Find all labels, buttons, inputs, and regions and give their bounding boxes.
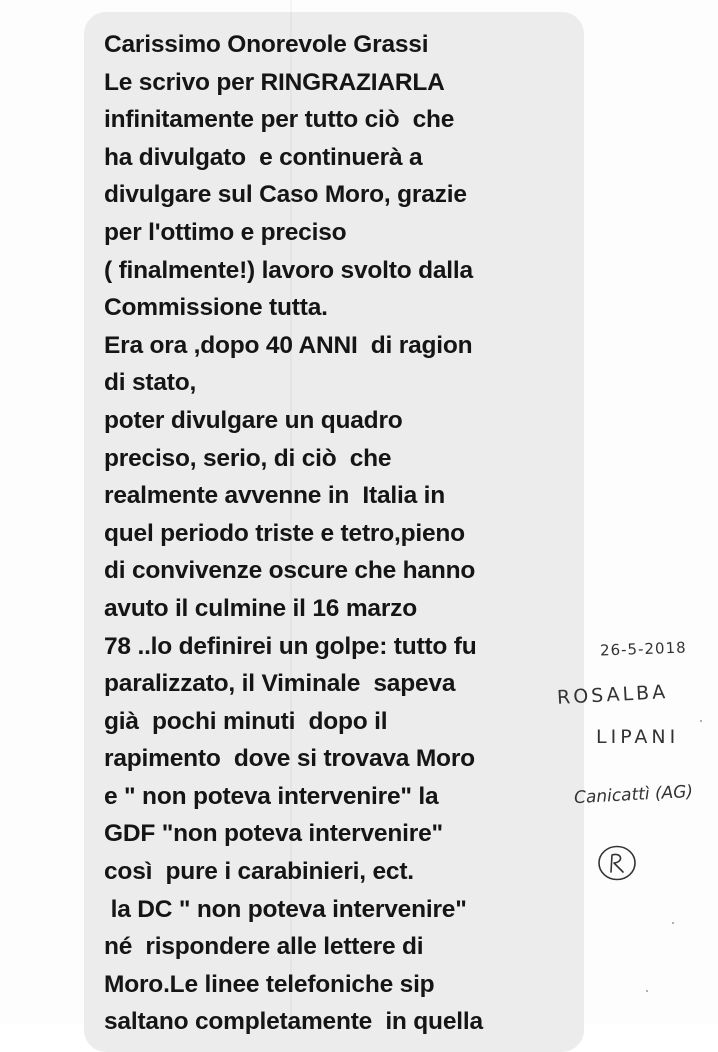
letter-line: GDF "non poteva intervenire" [104, 820, 443, 848]
letter-text [104, 26, 574, 1041]
letter-line: Le scrivo per RINGRAZIARLA [104, 68, 445, 96]
letter-line: realmente avvenne in Italia in [104, 482, 446, 510]
letter-line: e " non poteva intervenire" la [104, 782, 439, 810]
letter-line: già pochi minuti dopo il [104, 707, 388, 735]
scan-speck [672, 922, 674, 924]
letter-line: quel periodo triste e tetro,pieno [104, 519, 465, 547]
letter-line: ha divulgato e continuerà a [104, 143, 423, 171]
letter-line: infinitamente per tutto ciò che [104, 106, 455, 134]
letter-line: Carissimo Onorevole Grassi [104, 31, 429, 58]
letter-line: 78 ..lo definirei un golpe: tutto fu [104, 632, 477, 660]
letter-line: Commissione tutta. [104, 294, 328, 322]
letter-line: Era ora ,dopo 40 ANNI di ragion [104, 331, 473, 359]
handwritten-last-name: LIPANI [596, 726, 680, 748]
handwritten-date: 26-5-2018 [599, 638, 687, 660]
letter-line: la DC " non poteva intervenire" [104, 895, 467, 923]
circled-r-mark-icon [596, 843, 638, 883]
handwritten-first-name: ROSALBA [556, 681, 669, 709]
letter-line: divulgare sul Caso Moro, grazie [104, 181, 467, 209]
handwritten-city: Canicattì (AG) [573, 781, 694, 809]
letter-line: paralizzato, il Viminale sapeva [104, 670, 456, 698]
letter-line: Moro.Le linee telefoniche sip [104, 970, 435, 998]
letter-line: né rispondere alle lettere di [104, 933, 424, 961]
letter-line: saltano completamente in quella [104, 1008, 483, 1036]
letter-line: preciso, serio, di ciò che [104, 444, 392, 472]
letter-line: avuto il culmine il 16 marzo [104, 594, 417, 622]
letter-line: di convivenze oscure che hanno [104, 557, 476, 585]
letter-line: così pure i carabinieri, ect. [104, 858, 414, 886]
letter-line: ( finalmente!) lavoro svolto dalla [104, 256, 473, 284]
letter-line: poter divulgare un quadro [104, 406, 403, 434]
letter-line: per l'ottimo e preciso [104, 218, 347, 246]
letter-line: rapimento dove si trovava Moro [104, 745, 475, 773]
letter-line: di stato, [104, 369, 197, 397]
scan-speck [700, 720, 702, 722]
scan-speck [646, 990, 648, 992]
